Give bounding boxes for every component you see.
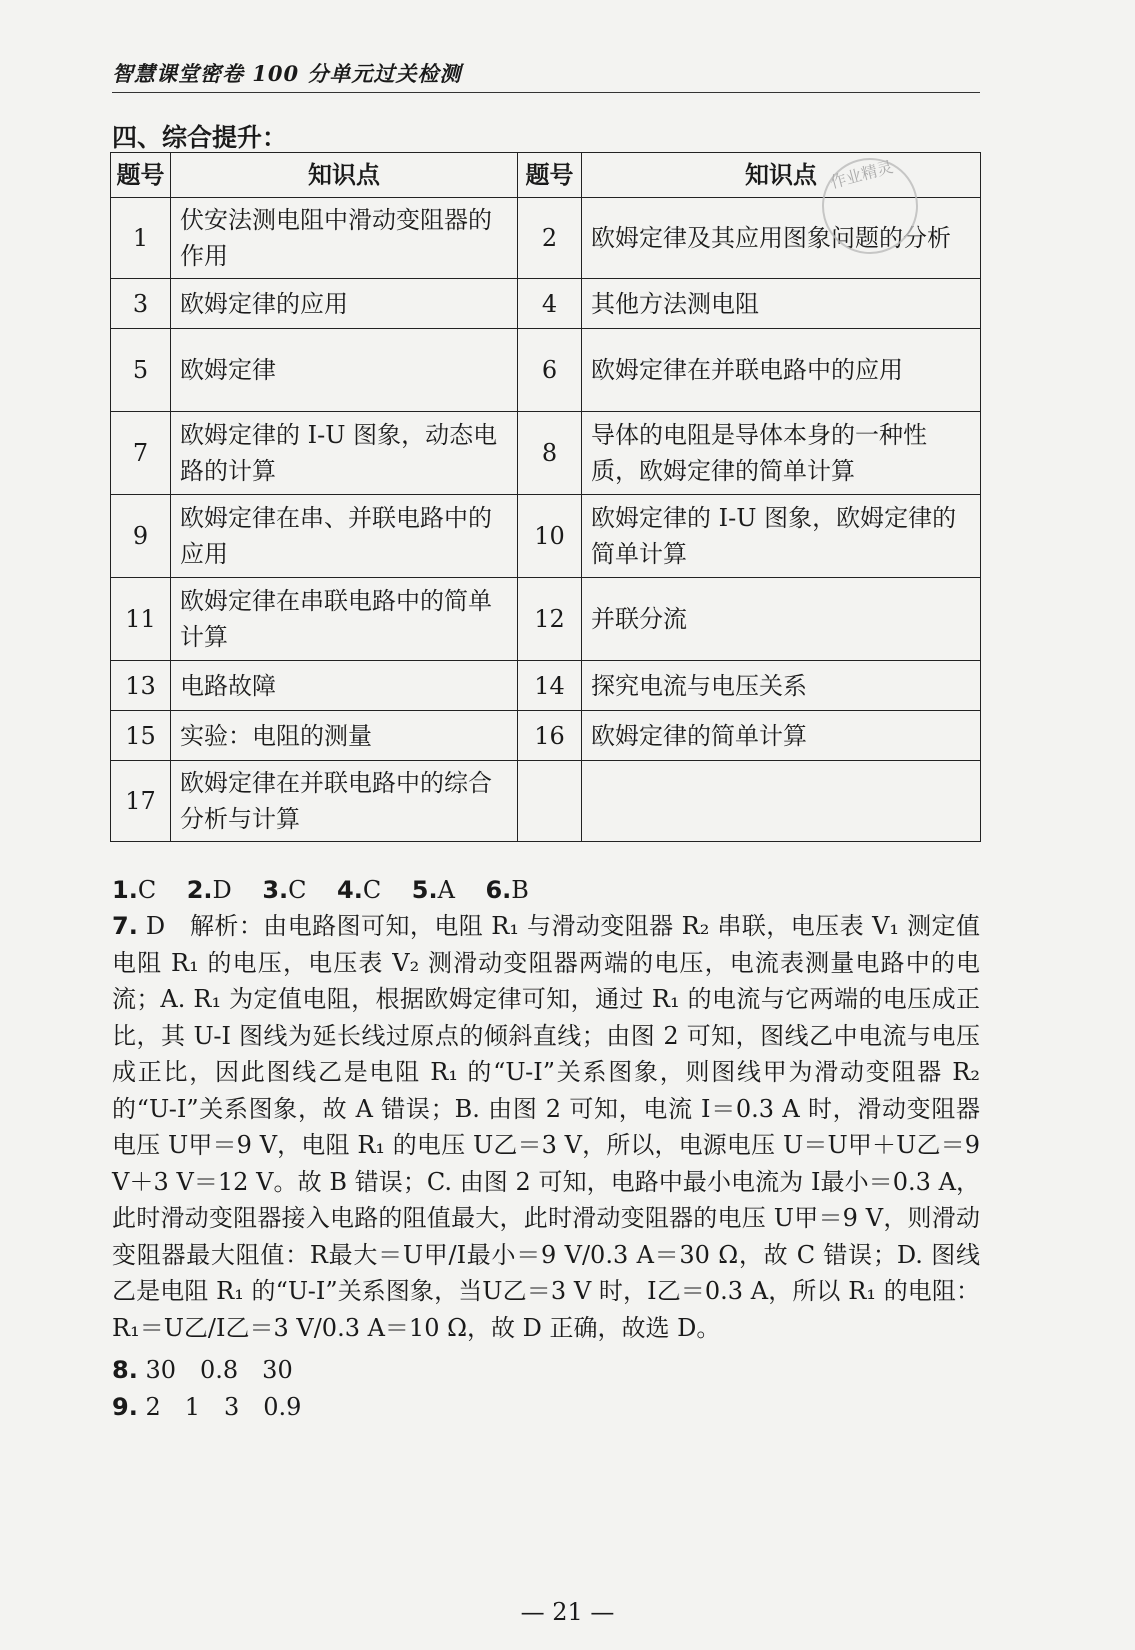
cell-no: 3 — [111, 279, 171, 329]
table-row — [111, 495, 981, 578]
answer-8 — [112, 1352, 980, 1389]
cell-no: 6 — [518, 329, 582, 412]
answer-analysis-block — [112, 908, 980, 1425]
header-knowledge-point: 知识点 — [171, 153, 518, 198]
cell-no — [518, 761, 582, 842]
table-row — [111, 761, 981, 842]
answer-9-value: 2 1 3 0.9 — [145, 1392, 302, 1421]
answer-value: C — [362, 876, 382, 904]
cell-no: 5 — [111, 329, 171, 412]
cell-no: 15 — [111, 711, 171, 761]
answer-number: 4. — [337, 876, 363, 904]
cell-no: 7 — [111, 412, 171, 495]
answer-number: 9. — [112, 1392, 138, 1421]
answer-number: 2. — [186, 876, 213, 904]
cell-no: 2 — [518, 198, 582, 279]
table-row — [111, 279, 981, 329]
knowledge-point-table — [110, 152, 981, 842]
table-row — [111, 578, 981, 661]
section-title: 四、综合提升： — [112, 123, 288, 152]
header-question-no: 题号 — [111, 153, 171, 198]
cell-point: 探究电流与电压关系 — [582, 661, 981, 711]
cell-point: 欧姆定律 — [171, 329, 518, 412]
running-header: 智慧课堂密卷 100 分单元过关检测 — [112, 61, 462, 86]
answer-number: 1. — [112, 876, 138, 904]
answer-number: 6. — [485, 876, 512, 904]
answer-value: D — [212, 876, 232, 904]
answer-value: A — [437, 876, 455, 904]
cell-no: 1 — [111, 198, 171, 279]
cell-point: 欧姆定律的应用 — [171, 279, 518, 329]
cell-point: 电路故障 — [171, 661, 518, 711]
cell-no: 13 — [111, 661, 171, 711]
answer-value: C — [288, 876, 307, 904]
answer-9 — [112, 1389, 980, 1426]
cell-no: 4 — [518, 279, 582, 329]
cell-no: 8 — [518, 412, 582, 495]
cell-no: 10 — [518, 495, 582, 578]
cell-point: 其他方法测电阻 — [582, 279, 981, 329]
answer-value: B — [511, 876, 529, 904]
cell-no: 9 — [111, 495, 171, 578]
cell-point: 欧姆定律的 I-U 图象，欧姆定律的简单计算 — [582, 495, 981, 578]
cell-no: 17 — [111, 761, 171, 842]
cell-point: 并联分流 — [582, 578, 981, 661]
answer-line-1-6 — [112, 872, 982, 908]
cell-no: 14 — [518, 661, 582, 711]
cell-no: 11 — [111, 578, 171, 661]
cell-point: 欧姆定律的 I-U 图象，动态电路的计算 — [171, 412, 518, 495]
cell-point: 欧姆定律及其应用图象问题的分析 — [582, 198, 981, 279]
answer-7 — [112, 908, 980, 1346]
cell-point: 实验：电阻的测量 — [171, 711, 518, 761]
cell-point: 欧姆定律在串联电路中的简单计算 — [171, 578, 518, 661]
table-row — [111, 661, 981, 711]
answer-value: C — [137, 876, 157, 904]
page-number: — 21 — — [520, 1598, 615, 1626]
cell-point: 欧姆定律在并联电路中的应用 — [582, 329, 981, 412]
cell-no: 16 — [518, 711, 582, 761]
header-knowledge-point: 知识点 — [582, 153, 981, 198]
table-row — [111, 412, 981, 495]
answer-number: 5. — [411, 876, 438, 904]
table-row — [111, 711, 981, 761]
answer-number: 3. — [262, 876, 289, 904]
cell-point — [582, 761, 981, 842]
header-divider — [112, 92, 980, 93]
header-question-no: 题号 — [518, 153, 582, 198]
watermark-stamp: 作业精灵 — [811, 147, 929, 265]
cell-point: 欧姆定律在并联电路中的综合分析与计算 — [171, 761, 518, 842]
cell-point: 伏安法测电阻中滑动变阻器的作用 — [171, 198, 518, 279]
cell-point: 导体的电阻是导体本身的一种性质，欧姆定律的简单计算 — [582, 412, 981, 495]
answer-number: 8. — [112, 1356, 138, 1384]
cell-point: 欧姆定律的简单计算 — [582, 711, 981, 761]
cell-no: 12 — [518, 578, 582, 661]
cell-point: 欧姆定律在串、并联电路中的应用 — [171, 495, 518, 578]
answer-8-value: 30 0.8 30 — [145, 1356, 293, 1384]
table-row — [111, 329, 981, 412]
answer-7-explanation: D 解析：由电路图可知，电阻 R₁ 与滑动变阻器 R₂ 串联，电压表 V₁ 测定值电阻 R₁ 的电压，电压表 V₂ 测滑动变阻器两端的电压，电流表测量电路中的电流；A. R₁ 为定值电阻，根据欧姆定律可知，通过 R₁ 的电流与它两端的电压成正比，其 U-I 图线为延长线过原点的倾斜直线；由图 2 可知，图线乙中电流与电压成正比，因此图线乙是电阻 R₁ 的“U-I”关系图象，则图线甲为滑动变阻器 R₂ 的“U-I”关系图象，故 A 错误；B. 由图 2 可知，电流 I＝0.3 A 时，滑动变阻器电压 U甲＝9 V，电阻 R₁ 的电压 U乙＝3 V，所以，电源电压 U＝U甲＋U乙＝9 V＋3 V＝12 V。故 B 错误；C. 由图 2 可知，电路中最小电流为 I最小＝0.3 A，此时滑动变阻器接入电路的阻值最大，此时滑动变阻器的电压 U甲＝9 V，则滑动变阻器最大阻值：R最大＝U甲/I最小＝9 V/0.3 A＝30 Ω，故 C 错误；D. 图线乙是电阻 R₁ 的“U-I”关系图象，当U乙＝3 V 时，I乙＝0.3 A，所以 R₁ 的电阻：R₁＝U乙/I乙＝3 V/0.3 A＝10 Ω，故 D 正确，故选 D。 — [112, 912, 980, 1342]
answer-number: 7. — [112, 912, 138, 940]
